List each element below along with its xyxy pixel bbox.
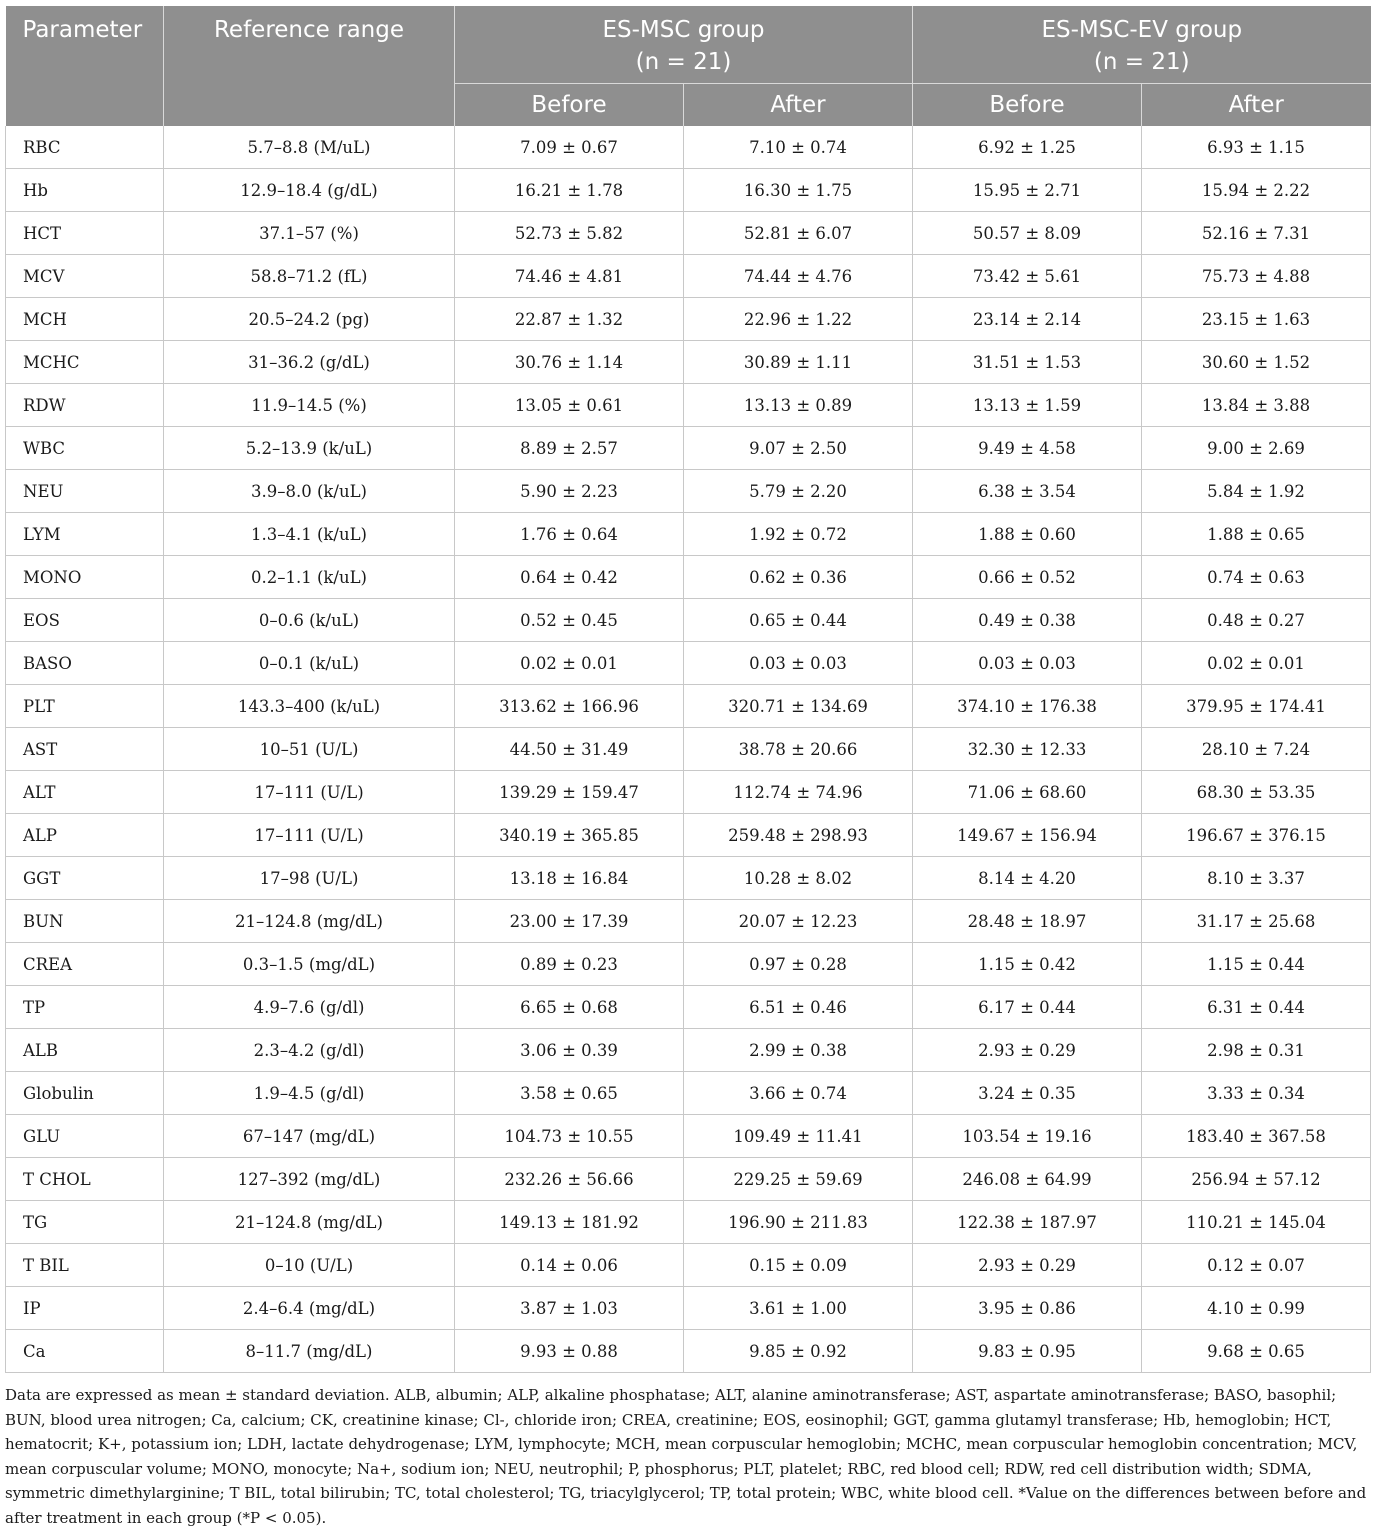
- group1-after-cell: 196.90 ± 211.83: [684, 1201, 913, 1244]
- group1-after-cell: 9.85 ± 0.92: [684, 1330, 913, 1373]
- parameter-cell: EOS: [6, 599, 164, 642]
- table-row: [6, 126, 1371, 169]
- table-row: [6, 255, 1371, 298]
- parameter-cell: Hb: [6, 169, 164, 212]
- table-row: [6, 298, 1371, 341]
- group1-after-cell: 52.81 ± 6.07: [684, 212, 913, 255]
- reference-cell: 2.4–6.4 (mg/dL): [164, 1287, 455, 1330]
- group2-after-cell: 75.73 ± 4.88: [1142, 255, 1371, 298]
- reference-cell: 21–124.8 (mg/dL): [164, 900, 455, 943]
- table-row: [6, 556, 1371, 599]
- parameter-cell: HCT: [6, 212, 164, 255]
- group1-after-cell: 3.61 ± 1.00: [684, 1287, 913, 1330]
- group2-before-cell: 23.14 ± 2.14: [913, 298, 1142, 341]
- parameter-cell: GLU: [6, 1115, 164, 1158]
- group1-after-cell: 1.92 ± 0.72: [684, 513, 913, 556]
- table-row: [6, 986, 1371, 1029]
- group1-after-cell: 0.97 ± 0.28: [684, 943, 913, 986]
- header-parameter: Parameter: [6, 6, 164, 126]
- parameter-cell: NEU: [6, 470, 164, 513]
- group2-after-cell: 0.48 ± 0.27: [1142, 599, 1371, 642]
- reference-cell: 1.9–4.5 (g/dl): [164, 1072, 455, 1115]
- table-row: [6, 1330, 1371, 1373]
- group1-before-cell: 74.46 ± 4.81: [455, 255, 684, 298]
- group2-after-cell: 256.94 ± 57.12: [1142, 1158, 1371, 1201]
- reference-cell: 10–51 (U/L): [164, 728, 455, 771]
- table-row: [6, 1072, 1371, 1115]
- parameter-cell: MCV: [6, 255, 164, 298]
- reference-cell: 0–0.6 (k/uL): [164, 599, 455, 642]
- reference-cell: 67–147 (mg/dL): [164, 1115, 455, 1158]
- group2-after-cell: 6.31 ± 0.44: [1142, 986, 1371, 1029]
- group1-after-cell: 38.78 ± 20.66: [684, 728, 913, 771]
- group1-before-cell: 232.26 ± 56.66: [455, 1158, 684, 1201]
- header-es-msc-ev-group: [913, 6, 1371, 84]
- header-group1-before: Before: [455, 84, 684, 127]
- group2-after-cell: 52.16 ± 7.31: [1142, 212, 1371, 255]
- table-header: [6, 6, 1371, 126]
- group1-after-cell: 0.03 ± 0.03: [684, 642, 913, 685]
- group2-before-cell: 0.49 ± 0.38: [913, 599, 1142, 642]
- parameter-cell: MONO: [6, 556, 164, 599]
- parameter-cell: AST: [6, 728, 164, 771]
- group1-before-cell: 313.62 ± 166.96: [455, 685, 684, 728]
- parameter-cell: BASO: [6, 642, 164, 685]
- group1-after-cell: 0.15 ± 0.09: [684, 1244, 913, 1287]
- reference-cell: 37.1–57 (%): [164, 212, 455, 255]
- reference-cell: 143.3–400 (k/uL): [164, 685, 455, 728]
- reference-cell: 0–10 (U/L): [164, 1244, 455, 1287]
- parameter-cell: Ca: [6, 1330, 164, 1373]
- group1-before-cell: 139.29 ± 159.47: [455, 771, 684, 814]
- reference-cell: 1.3–4.1 (k/uL): [164, 513, 455, 556]
- table-footnote: [5, 1383, 1370, 1530]
- group1-after-cell: 6.51 ± 0.46: [684, 986, 913, 1029]
- group1-before-cell: 30.76 ± 1.14: [455, 341, 684, 384]
- group2-before-cell: 103.54 ± 19.16: [913, 1115, 1142, 1158]
- group2-after-cell: 196.67 ± 376.15: [1142, 814, 1371, 857]
- parameter-cell: LYM: [6, 513, 164, 556]
- group2-before-cell: 9.83 ± 0.95: [913, 1330, 1142, 1373]
- group2-before-cell: 1.88 ± 0.60: [913, 513, 1142, 556]
- group2-after-cell: 31.17 ± 25.68: [1142, 900, 1371, 943]
- group1-before-cell: 0.02 ± 0.01: [455, 642, 684, 685]
- group1-before-cell: 7.09 ± 0.67: [455, 126, 684, 169]
- group2-before-cell: 71.06 ± 68.60: [913, 771, 1142, 814]
- group1-after-cell: 112.74 ± 74.96: [684, 771, 913, 814]
- group1-before-cell: 5.90 ± 2.23: [455, 470, 684, 513]
- reference-cell: 127–392 (mg/dL): [164, 1158, 455, 1201]
- group2-before-cell: 8.14 ± 4.20: [913, 857, 1142, 900]
- group1-after-cell: 74.44 ± 4.76: [684, 255, 913, 298]
- reference-cell: 0–0.1 (k/uL): [164, 642, 455, 685]
- group1-after-cell: 22.96 ± 1.22: [684, 298, 913, 341]
- group1-title: ES-MSC group: [602, 17, 765, 43]
- group2-after-cell: 13.84 ± 3.88: [1142, 384, 1371, 427]
- group2-after-cell: 5.84 ± 1.92: [1142, 470, 1371, 513]
- group1-before-cell: 8.89 ± 2.57: [455, 427, 684, 470]
- group2-before-cell: 122.38 ± 187.97: [913, 1201, 1142, 1244]
- table-row: [6, 1158, 1371, 1201]
- parameter-cell: GGT: [6, 857, 164, 900]
- group2-after-cell: 6.93 ± 1.15: [1142, 126, 1371, 169]
- group2-before-cell: 6.17 ± 0.44: [913, 986, 1142, 1029]
- table-row: [6, 599, 1371, 642]
- group2-before-cell: 2.93 ± 0.29: [913, 1029, 1142, 1072]
- group1-before-cell: 6.65 ± 0.68: [455, 986, 684, 1029]
- group2-before-cell: 149.67 ± 156.94: [913, 814, 1142, 857]
- group2-before-cell: 2.93 ± 0.29: [913, 1244, 1142, 1287]
- table-row: [6, 212, 1371, 255]
- parameter-cell: TG: [6, 1201, 164, 1244]
- parameter-cell: RDW: [6, 384, 164, 427]
- group2-n: (n = 21): [1093, 49, 1190, 75]
- group1-after-cell: 9.07 ± 2.50: [684, 427, 913, 470]
- footnote-text: Data are expressed as mean ± standard deviation. ALB, albumin; ALP, alkaline phosphatase; ALT, alanine aminotransferase; AST, aspartate aminotransferase; BASO, basophil; BUN, blood urea nitrogen; Ca, calcium; CK, creatinine kinase; Cl-, chloride iron; CREA, creatinine; EOS, eosinophil; GGT, gamma glutamyl transferase; Hb, hemoglobin; HCT, hematocrit; K+, potassium ion; LDH, lactate dehydrogenase; LYM, lymphocyte; MCH, mean corpuscular hemoglobin; MCHC, mean corpuscular hemoglobin concentration; MCV, mean corpuscular volume; MONO, monocyte; Na+, sodium ion; NEU, neutrophil; P, phosphorus; PLT, platelet; RBC, red blood cell; RDW, red cell distribution width; SDMA, symmetric dimethylarginine; T BIL, total bilirubin; TC, total cholesterol; TG, triacylglycerol; TP, total protein; WBC, white blood cell. *Value on the differences between before and after treatment in each group (*P < 0.05).: [5, 1386, 1367, 1527]
- group1-before-cell: 52.73 ± 5.82: [455, 212, 684, 255]
- group2-title: ES-MSC-EV group: [1041, 17, 1243, 43]
- group2-before-cell: 31.51 ± 1.53: [913, 341, 1142, 384]
- group2-before-cell: 50.57 ± 8.09: [913, 212, 1142, 255]
- group2-before-cell: 6.92 ± 1.25: [913, 126, 1142, 169]
- table-row: [6, 728, 1371, 771]
- group1-before-cell: 1.76 ± 0.64: [455, 513, 684, 556]
- group1-after-cell: 30.89 ± 1.11: [684, 341, 913, 384]
- table-row: [6, 943, 1371, 986]
- table-row: [6, 771, 1371, 814]
- group2-after-cell: 23.15 ± 1.63: [1142, 298, 1371, 341]
- table-row: [6, 1201, 1371, 1244]
- reference-cell: 17–111 (U/L): [164, 771, 455, 814]
- header-group2-after: After: [1142, 84, 1371, 127]
- group1-after-cell: 0.62 ± 0.36: [684, 556, 913, 599]
- group2-after-cell: 9.00 ± 2.69: [1142, 427, 1371, 470]
- group2-after-cell: 8.10 ± 3.37: [1142, 857, 1371, 900]
- reference-cell: 0.2–1.1 (k/uL): [164, 556, 455, 599]
- table-row: [6, 900, 1371, 943]
- table-row: [6, 427, 1371, 470]
- group2-after-cell: 1.88 ± 0.65: [1142, 513, 1371, 556]
- group1-before-cell: 340.19 ± 365.85: [455, 814, 684, 857]
- group1-before-cell: 0.89 ± 0.23: [455, 943, 684, 986]
- group2-before-cell: 13.13 ± 1.59: [913, 384, 1142, 427]
- group2-after-cell: 1.15 ± 0.44: [1142, 943, 1371, 986]
- reference-cell: 11.9–14.5 (%): [164, 384, 455, 427]
- group1-before-cell: 16.21 ± 1.78: [455, 169, 684, 212]
- group1-after-cell: 20.07 ± 12.23: [684, 900, 913, 943]
- group2-after-cell: 15.94 ± 2.22: [1142, 169, 1371, 212]
- reference-cell: 20.5–24.2 (pg): [164, 298, 455, 341]
- parameter-cell: PLT: [6, 685, 164, 728]
- table-row: [6, 513, 1371, 556]
- reference-cell: 5.2–13.9 (k/uL): [164, 427, 455, 470]
- reference-cell: 2.3–4.2 (g/dl): [164, 1029, 455, 1072]
- reference-cell: 3.9–8.0 (k/uL): [164, 470, 455, 513]
- group1-after-cell: 16.30 ± 1.75: [684, 169, 913, 212]
- header-es-msc-group: [455, 6, 913, 84]
- group2-before-cell: 28.48 ± 18.97: [913, 900, 1142, 943]
- group1-before-cell: 22.87 ± 1.32: [455, 298, 684, 341]
- group1-after-cell: 320.71 ± 134.69: [684, 685, 913, 728]
- group2-after-cell: 2.98 ± 0.31: [1142, 1029, 1371, 1072]
- group1-n: (n = 21): [635, 49, 732, 75]
- header-group2-before: Before: [913, 84, 1142, 127]
- data-table: [5, 6, 1371, 1373]
- reference-cell: 17–111 (U/L): [164, 814, 455, 857]
- reference-cell: 17–98 (U/L): [164, 857, 455, 900]
- table-row: [6, 1244, 1371, 1287]
- group1-after-cell: 3.66 ± 0.74: [684, 1072, 913, 1115]
- table-row: [6, 1115, 1371, 1158]
- group2-after-cell: 0.74 ± 0.63: [1142, 556, 1371, 599]
- group1-before-cell: 3.58 ± 0.65: [455, 1072, 684, 1115]
- group1-before-cell: 3.06 ± 0.39: [455, 1029, 684, 1072]
- group2-before-cell: 9.49 ± 4.58: [913, 427, 1142, 470]
- table-row: [6, 169, 1371, 212]
- group1-before-cell: 13.18 ± 16.84: [455, 857, 684, 900]
- group2-after-cell: 4.10 ± 0.99: [1142, 1287, 1371, 1330]
- group2-before-cell: 0.66 ± 0.52: [913, 556, 1142, 599]
- group2-after-cell: 68.30 ± 53.35: [1142, 771, 1371, 814]
- group1-after-cell: 10.28 ± 8.02: [684, 857, 913, 900]
- parameter-cell: Globulin: [6, 1072, 164, 1115]
- group1-before-cell: 23.00 ± 17.39: [455, 900, 684, 943]
- group1-after-cell: 0.65 ± 0.44: [684, 599, 913, 642]
- reference-cell: 12.9–18.4 (g/dL): [164, 169, 455, 212]
- reference-cell: 5.7–8.8 (M/uL): [164, 126, 455, 169]
- table-row: [6, 814, 1371, 857]
- table-row: [6, 341, 1371, 384]
- group2-after-cell: 183.40 ± 367.58: [1142, 1115, 1371, 1158]
- group1-after-cell: 2.99 ± 0.38: [684, 1029, 913, 1072]
- group2-before-cell: 374.10 ± 176.38: [913, 685, 1142, 728]
- reference-cell: 8–11.7 (mg/dL): [164, 1330, 455, 1373]
- parameter-cell: T CHOL: [6, 1158, 164, 1201]
- group2-before-cell: 3.95 ± 0.86: [913, 1287, 1142, 1330]
- group1-before-cell: 104.73 ± 10.55: [455, 1115, 684, 1158]
- group1-after-cell: 259.48 ± 298.93: [684, 814, 913, 857]
- parameter-cell: RBC: [6, 126, 164, 169]
- group2-before-cell: 0.03 ± 0.03: [913, 642, 1142, 685]
- parameter-cell: ALT: [6, 771, 164, 814]
- group2-after-cell: 379.95 ± 174.41: [1142, 685, 1371, 728]
- parameter-cell: TP: [6, 986, 164, 1029]
- table-row: [6, 685, 1371, 728]
- parameter-cell: WBC: [6, 427, 164, 470]
- group1-before-cell: 44.50 ± 31.49: [455, 728, 684, 771]
- parameter-cell: ALP: [6, 814, 164, 857]
- reference-cell: 4.9–7.6 (g/dl): [164, 986, 455, 1029]
- group2-before-cell: 246.08 ± 64.99: [913, 1158, 1142, 1201]
- group1-after-cell: 229.25 ± 59.69: [684, 1158, 913, 1201]
- group1-before-cell: 0.52 ± 0.45: [455, 599, 684, 642]
- group1-after-cell: 5.79 ± 2.20: [684, 470, 913, 513]
- group1-after-cell: 109.49 ± 11.41: [684, 1115, 913, 1158]
- group1-before-cell: 0.64 ± 0.42: [455, 556, 684, 599]
- parameter-cell: ALB: [6, 1029, 164, 1072]
- parameter-cell: MCHC: [6, 341, 164, 384]
- group1-after-cell: 7.10 ± 0.74: [684, 126, 913, 169]
- table-row: [6, 857, 1371, 900]
- table-row: [6, 1287, 1371, 1330]
- group2-before-cell: 3.24 ± 0.35: [913, 1072, 1142, 1115]
- reference-cell: 31–36.2 (g/dL): [164, 341, 455, 384]
- group2-after-cell: 9.68 ± 0.65: [1142, 1330, 1371, 1373]
- group1-before-cell: 3.87 ± 1.03: [455, 1287, 684, 1330]
- group2-before-cell: 32.30 ± 12.33: [913, 728, 1142, 771]
- group1-before-cell: 9.93 ± 0.88: [455, 1330, 684, 1373]
- group2-before-cell: 73.42 ± 5.61: [913, 255, 1142, 298]
- group1-before-cell: 149.13 ± 181.92: [455, 1201, 684, 1244]
- table-row: [6, 470, 1371, 513]
- table-body: [6, 126, 1371, 1373]
- table-row: [6, 642, 1371, 685]
- group2-after-cell: 28.10 ± 7.24: [1142, 728, 1371, 771]
- group1-before-cell: 0.14 ± 0.06: [455, 1244, 684, 1287]
- table-container: [5, 6, 1370, 1373]
- group2-before-cell: 6.38 ± 3.54: [913, 470, 1142, 513]
- group1-before-cell: 13.05 ± 0.61: [455, 384, 684, 427]
- group2-after-cell: 110.21 ± 145.04: [1142, 1201, 1371, 1244]
- group2-after-cell: 0.12 ± 0.07: [1142, 1244, 1371, 1287]
- group2-after-cell: 30.60 ± 1.52: [1142, 341, 1371, 384]
- parameter-cell: T BIL: [6, 1244, 164, 1287]
- parameter-cell: MCH: [6, 298, 164, 341]
- group2-after-cell: 3.33 ± 0.34: [1142, 1072, 1371, 1115]
- reference-cell: 0.3–1.5 (mg/dL): [164, 943, 455, 986]
- group2-before-cell: 1.15 ± 0.42: [913, 943, 1142, 986]
- group2-before-cell: 15.95 ± 2.71: [913, 169, 1142, 212]
- table-row: [6, 384, 1371, 427]
- group1-after-cell: 13.13 ± 0.89: [684, 384, 913, 427]
- parameter-cell: BUN: [6, 900, 164, 943]
- parameter-cell: CREA: [6, 943, 164, 986]
- header-reference-range: Reference range: [164, 6, 455, 126]
- header-group1-after: After: [684, 84, 913, 127]
- reference-cell: 21–124.8 (mg/dL): [164, 1201, 455, 1244]
- table-row: [6, 1029, 1371, 1072]
- group2-after-cell: 0.02 ± 0.01: [1142, 642, 1371, 685]
- parameter-cell: IP: [6, 1287, 164, 1330]
- reference-cell: 58.8–71.2 (fL): [164, 255, 455, 298]
